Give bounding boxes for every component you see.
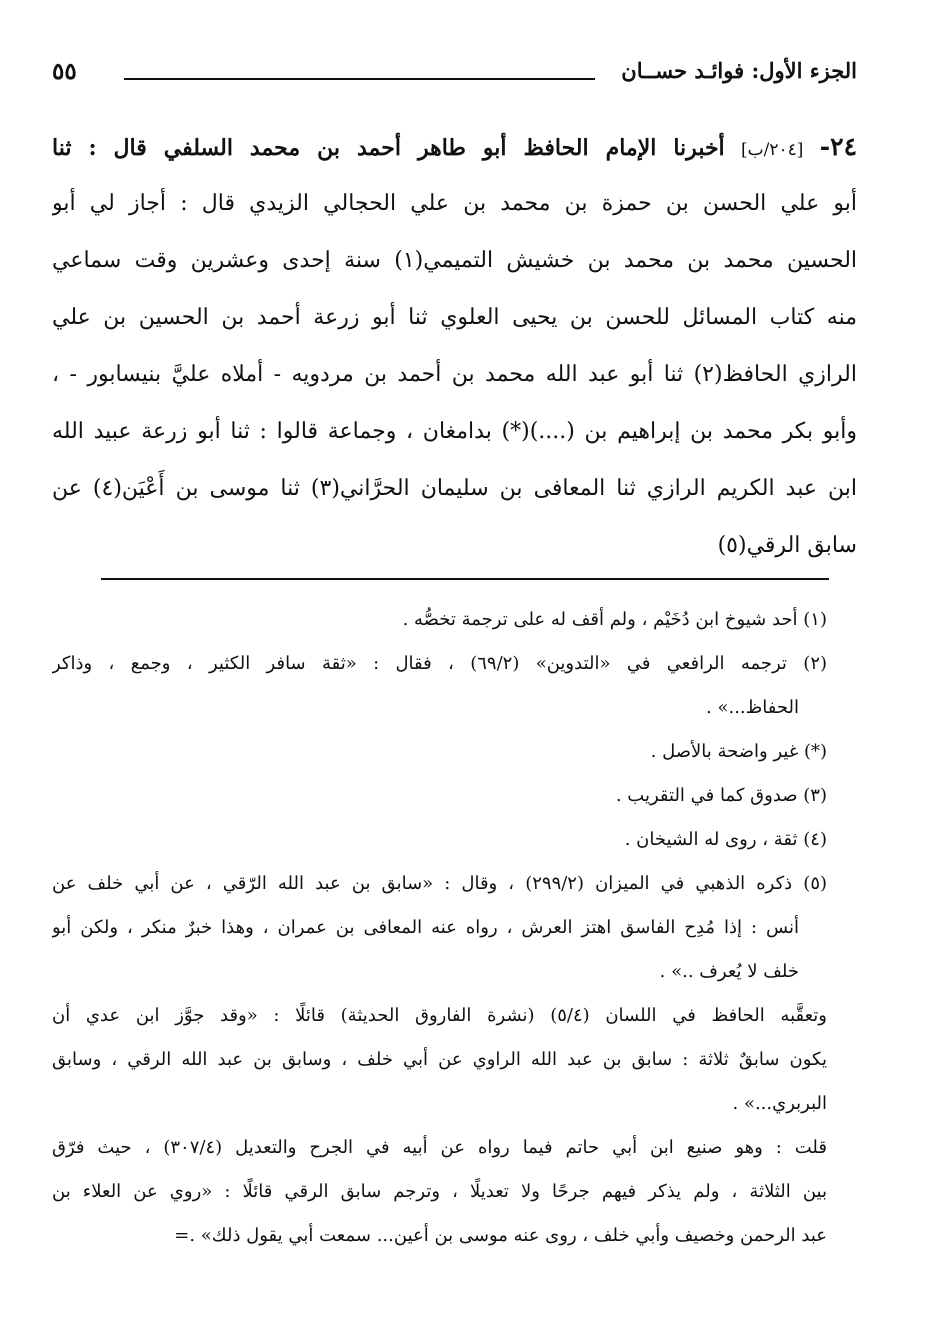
footnote-5-paragraph-3-line: عبد الرحمن وخصيف وأبي خلف ، روى عنه موسى بن أعين... سمعت أبي يقول ذلك» .= (174, 1225, 827, 1246)
footnotes (52, 598, 827, 1258)
main-line: ابن عبد الكريم الرازي ثنا المعافى بن سليمان الحرَّاني(٣) ثنا موسى بن أَعْيَن(٤) عن (52, 476, 857, 501)
main-line: الحسين محمد بن محمد بن خشيش التميمي(١) سنة إحدى وعشرين وقت سماعي (52, 248, 857, 273)
manuscript-reference: [٢٠٤/ب] (741, 140, 804, 160)
footnote-5-continuation: خلف لا يُعرف ..» . (659, 961, 799, 982)
main-text (52, 118, 857, 574)
main-line: أبو علي الحسن بن حمزة بن محمد بن علي الحجالي الزيدي قال : أجاز لي أبو (52, 191, 857, 216)
footnote-5-paragraph-2-line: يكون سابقٌ ثلاثة : سابق بن عبد الله الراوي عن أبي خلف ، وسابق بن عبد الله الرقي ، وسابق (52, 1049, 827, 1070)
footnote-5-paragraph-3-line: بين الثلاثة ، ولم يذكر فيهم جرحًا ولا تعديلًا ، وترجم سابق الرقي قائلًا : «روي عن العلاء بن (52, 1181, 827, 1202)
main-line: وأبو بكر محمد بن إبراهيم بن (....)(*) بدامغان ، وجماعة قالوا : ثنا أبو زرعة عبيد الله (52, 419, 857, 444)
footnote-5-continuation: أنس : إذا مُدِح الفاسق اهتز العرش ، رواه عنه المعافى بن عمران ، وهذا خبرٌ منكر ، ولكن أبو (52, 917, 799, 938)
footnote-separator (101, 578, 829, 580)
page-header (52, 58, 857, 98)
footnote-3: (٣) صدوق كما في التقريب . (615, 785, 827, 806)
main-line: الرازي الحافظ(٢) ثنا أبو عبد الله محمد بن أحمد بن مردويه - أملاه عليَّ بنيسابور - ، (52, 362, 857, 387)
footnote-5-paragraph-2: وتعقَّبه الحافظ في اللسان (٥/٤) (نشرة الفاروق الحديثة) قائلًا : «وقد جوَّز ابن عدي أن (52, 1005, 827, 1026)
main-line: سابق الرقي(٥) (717, 533, 857, 558)
main-line: منه كتاب المسائل للحسن بن يحيى العلوي ثنا أبو زرعة أحمد بن الحسين بن علي (52, 305, 857, 330)
footnote-5-paragraph-2-line: البربري...» . (732, 1093, 827, 1114)
header-rule (124, 78, 595, 80)
main-line (52, 118, 857, 175)
running-title: الجزء الأول: فوائـد حســان (621, 58, 857, 83)
footnote-2: (٢) ترجمه الرافعي في «التدوين» (٦٩/٢) ، فقال : «ثقة سافر الكثير ، وجمع ، وذاكر (52, 653, 827, 674)
footnote-5-paragraph-3: قلت : وهو صنيع ابن أبي حاتم فيما رواه عن أبيه في الجرح والتعديل (٣٠٧/٤) ، حيث فرّق (52, 1137, 827, 1158)
footnote-5: (٥) ذكره الذهبي في الميزان (٢٩٩/٢) ، وقال : «سابق بن عبد الله الرّقي ، عن أبي خلف عن (52, 873, 827, 894)
hadith-number: ٢٤ (830, 132, 857, 161)
hadith-dash: - (819, 132, 831, 161)
footnote-4: (٤) ثقة ، روى له الشيخان . (624, 829, 827, 850)
main-line-text: أخبرنا الإمام الحافظ أبو طاهر أحمد بن محمد السلفي قال : ثنا (52, 135, 725, 161)
footnote-2-continuation: الحفاظ...» . (706, 697, 799, 718)
page-number: ٥٥ (52, 58, 77, 85)
footnote-1: (١) أحد شيوخ ابن دُخَيْم ، ولم أقف له على ترجمة تخصُّه . (402, 609, 827, 630)
footnote-star: (*) غير واضحة بالأصل . (650, 741, 827, 762)
